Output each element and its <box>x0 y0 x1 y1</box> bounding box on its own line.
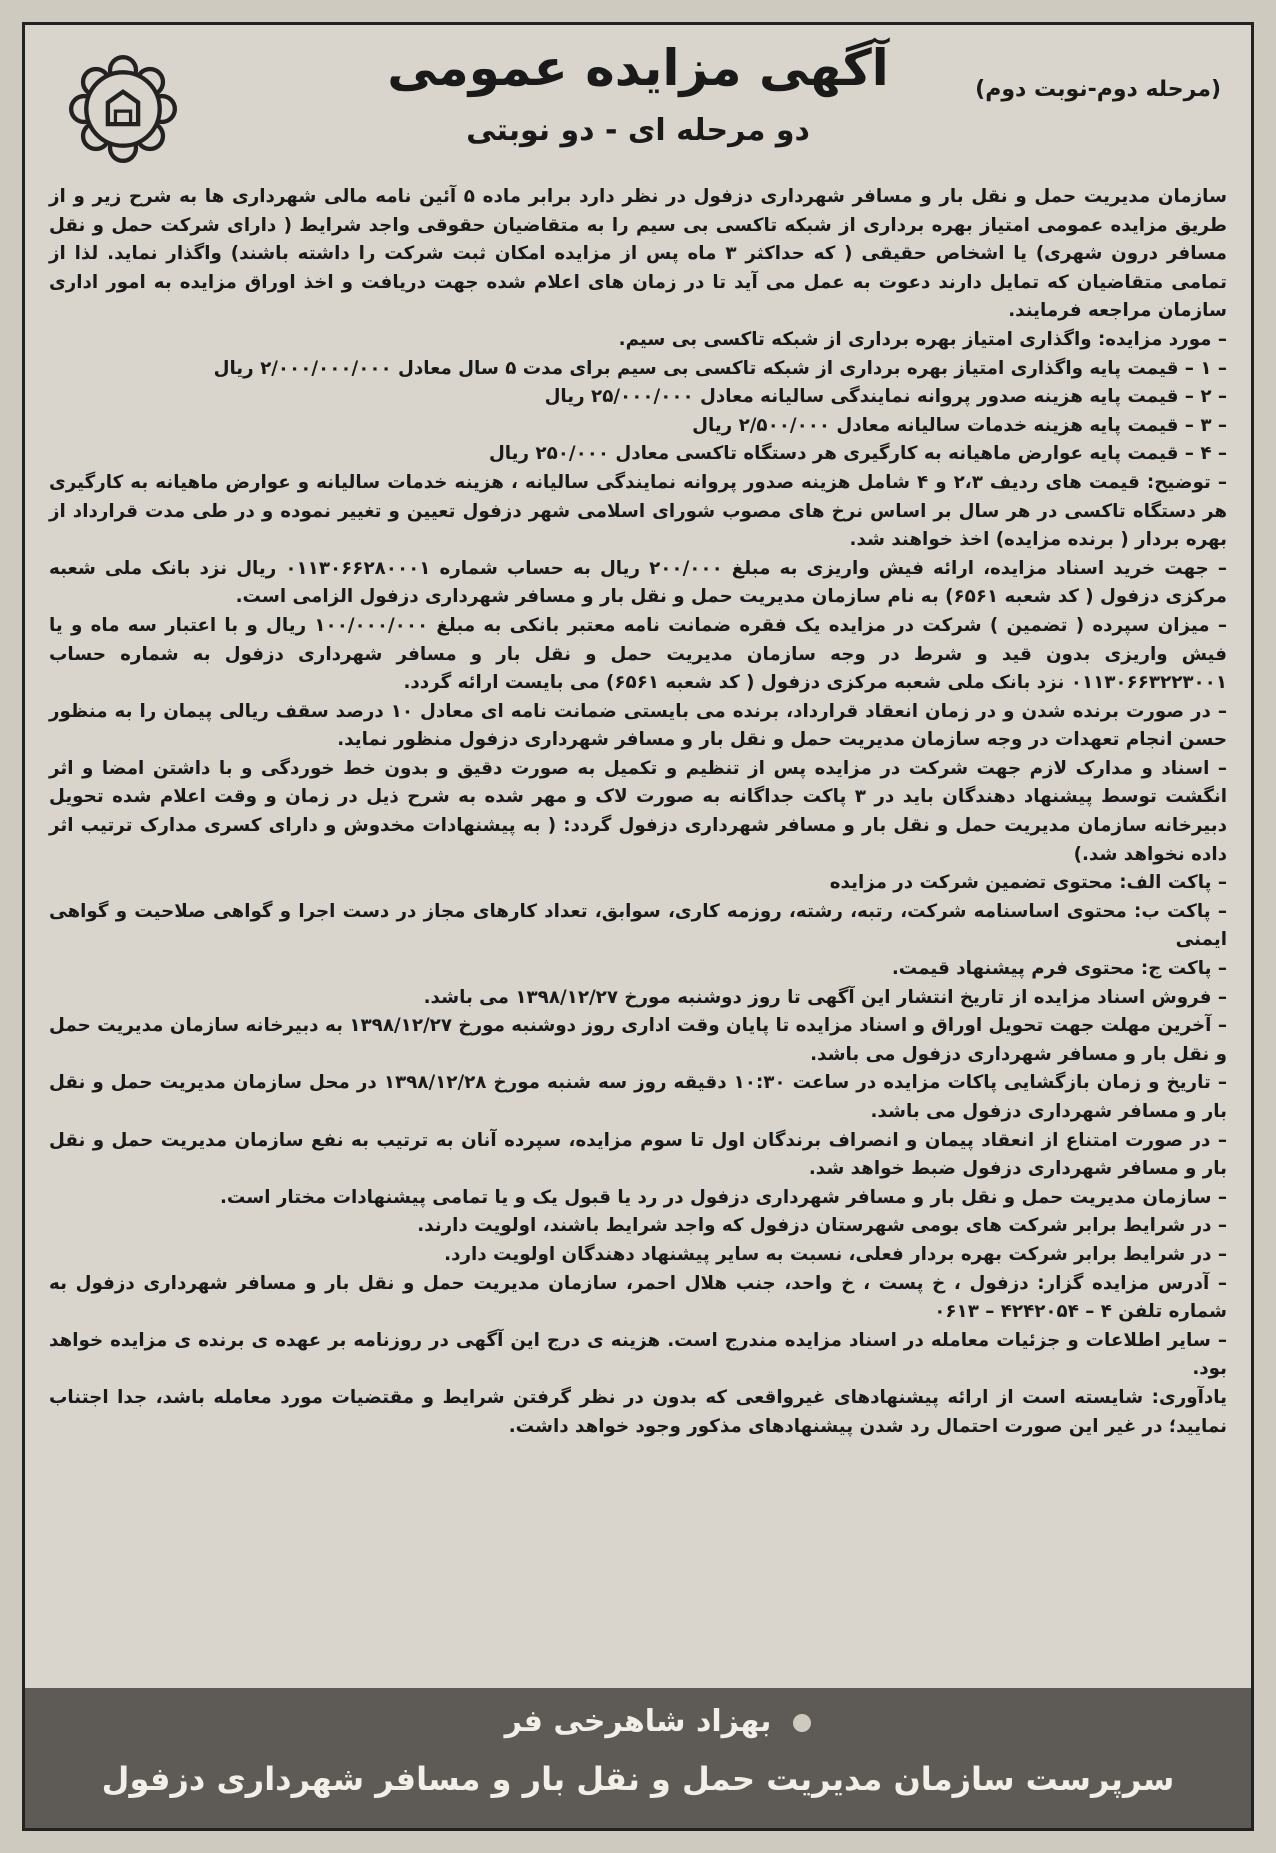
local-priority-paragraph: – در شرایط برابر شرکت های بومی شهرستان دزفول که واجد شرایط باشند، اولویت دارند. <box>417 1215 1227 1237</box>
notice-page <box>22 22 1254 1831</box>
current-operator-paragraph: – در شرایط برابر شرکت بهره بردار فعلی، نسبت به سایر پیشنهاد دهندگان اولویت دارد. <box>444 1243 1227 1265</box>
reminder-paragraph: یادآوری: شایسته است از ارائه پیشنهادهای غیرواقعی که بدون در نظر گرفتن شرایط و مقتضیات مورد معامله باشد، جدا اجتناب نمایید؛ در غیر این صورت احتمال رد شدن پیشنهادهای مذکور وجود خواهد داشت. <box>49 1386 1227 1437</box>
notice-header <box>25 25 1251 175</box>
address-paragraph: – آدرس مزایده گزار: دزفول ، خ پست ، خ واحد، جنب هلال احمر، سازمان مدیریت حمل و نقل بار و مسافر شهرداری دزفول به شماره تلفن ۴ – ۴۲۴۲۰۵۴ – ۰۶۱۳ <box>49 1272 1227 1323</box>
envelope-a: – پاکت الف: محتوی تضمین شرکت در مزایده <box>829 872 1227 894</box>
signature-band <box>25 1688 1251 1828</box>
deposit-paragraph: – میزان سپرده ( تضمین ) شرکت در مزایده یک فقره ضمانت نامه معتبر بانکی به مبلغ ۱۰۰/۰۰۰/۰۰۰ ریال و با اعتبار سه ماه و یا فیش واریزی بدون قید و شرط در وجه سازمان مدیریت حمل و نقل بار و مسافر شهرداری دزفول به شماره حساب ۰۱۱۳۰۶۶۳۲۲۳۰۰۱ نزد بانک ملی شعبه مرکزی دزفول ( کد شعبه ۶۵۶۱) می بایست ارائه گردد. <box>49 614 1227 694</box>
price-item-4: – ۴ – قیمت پایه عوارض ماهیانه به کارگیری هر دستگاه تاکسی معادل ۲۵۰/۰۰۰ ریال <box>488 443 1227 465</box>
price-item-2: – ۲ – قیمت پایه هزینه صدور پروانه نمایندگی سالیانه معادل ۲۵/۰۰۰/۰۰۰ ریال <box>544 386 1227 408</box>
sale-period-paragraph: – فروش اسناد مزایده از تاریخ انتشار این آگهی تا روز دوشنبه مورخ ۱۳۹۸/۱۲/۲۷ می باشد. <box>423 986 1227 1008</box>
rights-paragraph: – سازمان مدیریت حمل و نقل بار و مسافر شهرداری دزفول در رد یا قبول یک و یا تمامی پیشنهادات مختار است. <box>219 1186 1227 1208</box>
deadline-paragraph: – آخرین مهلت جهت تحویل اوراق و اسناد مزایده تا پایان وقت اداری روز دوشنبه مورخ ۱۳۹۸/۱۲/۲۷ به دبیرخانه سازمان مدیریت حمل و نقل بار و مسافر شهرداری دزفول می باشد. <box>49 1015 1227 1065</box>
signer-title: سرپرست سازمان مدیریت حمل و نقل بار و مسافر شهرداری دزفول <box>101 1760 1175 1798</box>
document-purchase-paragraph: – جهت خرید اسناد مزایده، ارائه فیش واریزی به مبلغ ۲۰۰/۰۰۰ ریال به حساب شماره ۰۱۱۳۰۶۶۲۸۰۰۰۱ ریال نزد بانک ملی شعبه مرکزی دزفول ( کد شعبه ۶۵۶۱) به نام سازمان مدیریت حمل و نقل بار و مسافر شهرداری دزفول الزامی است. <box>49 557 1227 608</box>
other-info-paragraph: – سایر اطلاعات و جزئیات معامله در اسناد مزایده مندرج است. هزینه ی درج این آگهی در روزنامه بر عهده ی برنده ی مزایده خواهد بود. <box>49 1329 1227 1380</box>
guarantee-paragraph: – در صورت برنده شدن و در زمان انعقاد قرارداد، برنده می بایستی ضمانت نامه ای معادل ۱۰ درصد سقف ریالی پیمان را به منظور حسن انجام تعهدات در وجه سازمان مدیریت حمل و نقل بار و مسافر شهرداری دزفول منظور نماید. <box>49 700 1227 751</box>
notice-subtitle: دو مرحله ای - دو نوبتی <box>466 113 810 148</box>
signer-name: بهزاد شاهرخی فر <box>504 1704 772 1739</box>
opening-paragraph: – تاریخ و زمان بازگشایی پاکات مزایده در ساعت ۱۰:۳۰ دقیقه روز سه شنبه مورخ ۱۳۹۸/۱۲/۲۸ در محل سازمان مدیریت حمل و نقل بار و مسافر شهرداری دزفول می باشد. <box>49 1072 1227 1122</box>
subject-line: – مورد مزایده: واگذاری امتیاز بهره برداری از شبکه تاکسی بی سیم. <box>618 328 1227 350</box>
notice-body <box>49 183 1227 1441</box>
envelope-b: – پاکت ب: محتوی اساسنامه شرکت، رتبه، رشته، روزمه کاری، سوابق، تعداد کارهای مجاز در دست اجرا و گواهی صلاحیت و گواهی ایمنی <box>49 900 1227 951</box>
stage-label: (مرحله دوم-نوبت دوم) <box>975 77 1221 102</box>
price-item-1: – ۱ – قیمت پایه واگذاری امتیاز بهره برداری از شبکه تاکسی بی سیم برای مدت ۵ سال معادل ۲/۰۰۰/۰۰۰/۰۰۰ ریال <box>213 357 1227 379</box>
envelope-c: – پاکت ج: محتوی فرم پیشنهاد قیمت. <box>891 958 1227 980</box>
submission-paragraph: – اسناد و مدارک لازم جهت شرکت در مزایده پس از تنظیم و تکمیل به صورت دقیق و بدون خط خوردگی و با داشتن امضا و اثر انگشت توسط پیشنهاد دهندگان باید در ۳ پاکت جداگانه به صورت لاک و مهر شده به شرح ذیل در زمان و وقت اعلام شده تحویل دبیرخانه سازمان مدیریت حمل و نقل بار و مسافر شهرداری دزفول گردد: ( به پیشنهادات مخدوش و دارای کسری مدارک ترتیب اثر داده نخواهد شد.) <box>49 757 1227 865</box>
explanation-paragraph: – توضیح: قیمت های ردیف ۲،۳ و ۴ شامل هزینه صدور پروانه نمایندگی سالیانه ، هزینه خدمات سالیانه و عوارض ماهیانه به کارگیری هر دستگاه تاکسی در هر سال بر اساس نرخ های مصوب شورای اسلامی شهر دزفول تعیین و تغییر نموده و در طی مدت قرارداد از بهره بردار ( برنده مزایده) اخذ خواهند شد. <box>49 471 1228 551</box>
price-item-3: – ۳ – قیمت پایه هزینه خدمات سالیانه معادل ۲/۵۰۰/۰۰۰ ریال <box>692 414 1227 436</box>
forfeit-paragraph: – در صورت امتناع از انعقاد پیمان و انصراف برندگان اول تا سوم مزایده، سپرده آنان به ترتیب به نفع سازمان مدیریت حمل و نقل بار و مسافر شهرداری دزفول ضبط خواهد شد. <box>49 1129 1227 1180</box>
intro-paragraph: سازمان مدیریت حمل و نقل بار و مسافر شهرداری دزفول در نظر دارد برابر ماده ۵ آئین نامه مالی شهرداری ها به شرح زیر و از طریق مزایده عمومی امتیاز بهره برداری از شبکه تاکسی بی سیم را به متقاضیان حقوقی واجد شرایط ( دارای شرکت حمل و نقل مسافر درون شهری) یا اشخاص حقیقی ( که حداکثر ۳ ماه پس از مزایده امکان ثبت شرکت را داشته باشند) واگذار نماید. لذا از تمامی متقاضیان که تمایل دارند دعوت به عمل می آید تا در زمان های اعلام شده جهت دریافت و اخذ اوراق مزایده به امور اداری سازمان مراجعه فرمایند. <box>49 186 1227 322</box>
notice-title: آگهی مزایده عمومی <box>387 39 889 97</box>
